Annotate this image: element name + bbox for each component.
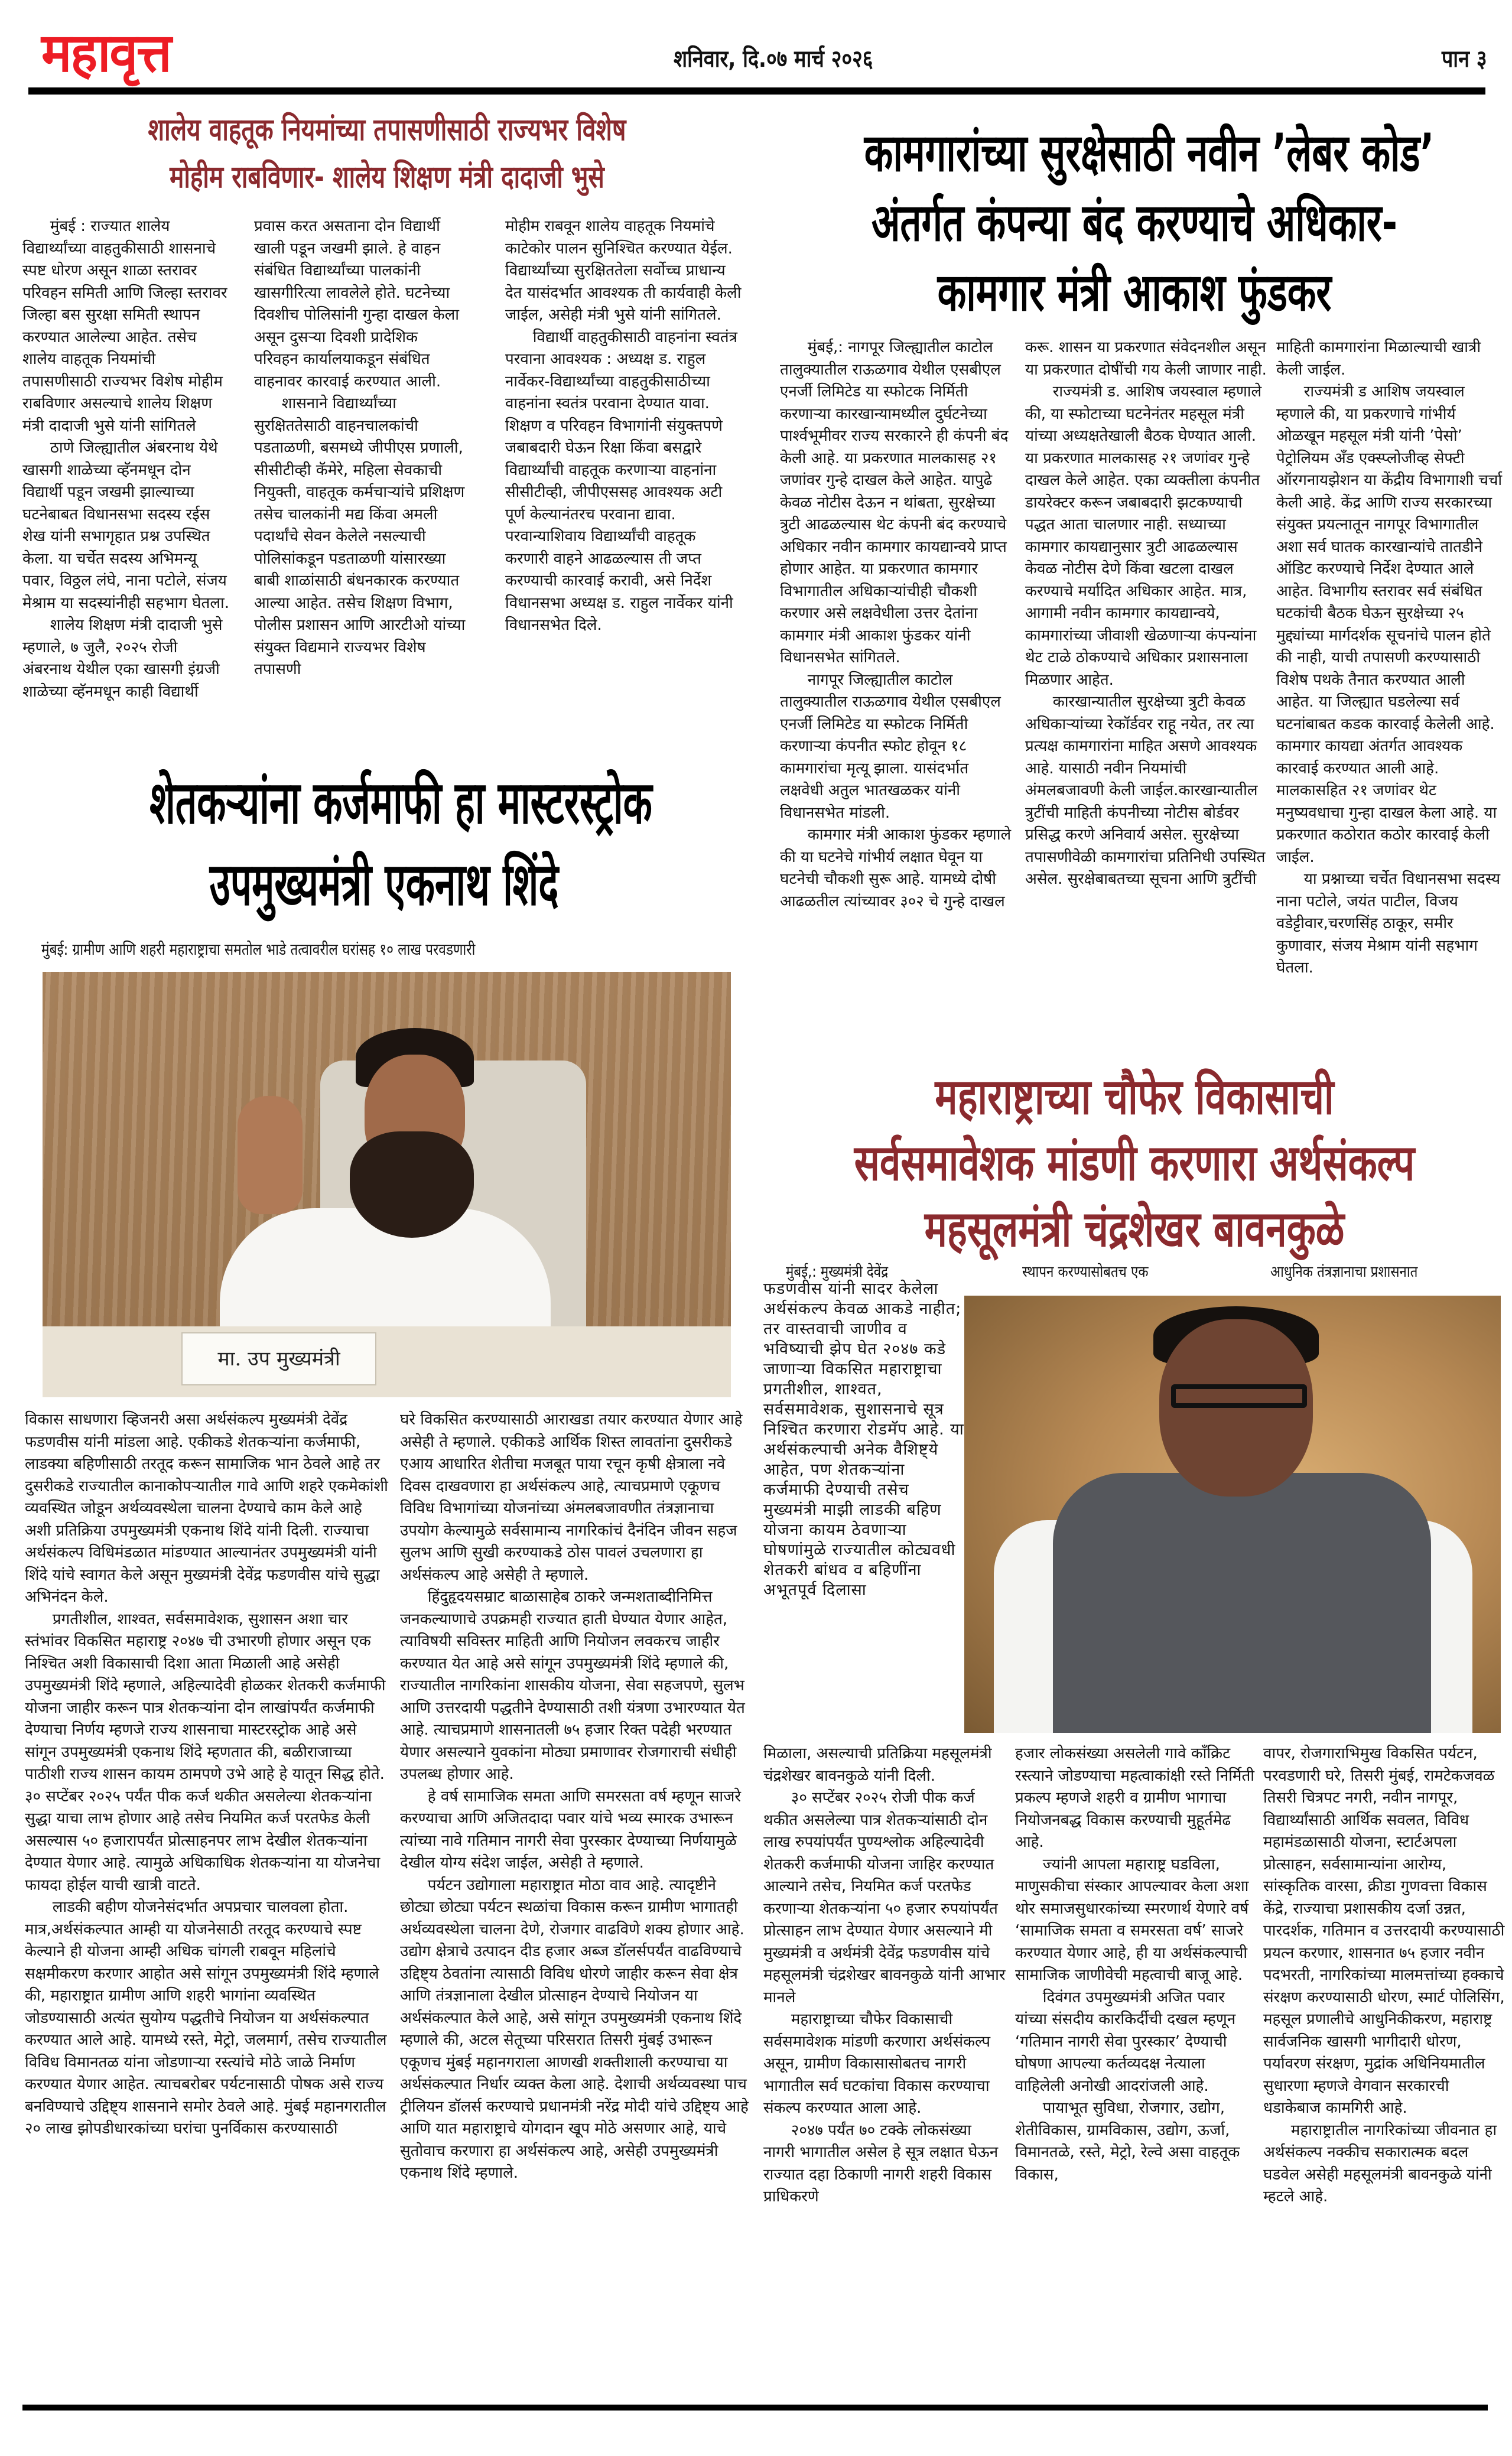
headline-line: महाराष्ट्राच्या चौफेर विकासाची	[935, 1068, 1334, 1125]
paragraph: विद्यार्थी वाहतुकीसाठी वाहनांना स्वतंत्र परवाना आवश्यक : अध्यक्ष ड. राहुल नार्वेकर-विद्यार्थ्यांच्या वाहतुकीसाठीच्या वाहनांना स्वतंत्र परवाना देण्यात यावा. शिक्षण व परिवहन विभागांनी संयुक्तपणे जबाबदारी घेऊन रिक्षा किंवा बसद्वारे विद्यार्थ्यांची वाहतूक करणाऱ्या वाहनांना सीसीटीव्ही, जीपीएससह आवश्यक अटी पूर्ण केल्यानंतरच परवाना द्यावा. परवान्याशिवाय विद्यार्थ्यांची वाहतूक करणारी वाहने आढळल्यास ती जप्त करण्याची कारवाई करावी, असे निर्देश विधानसभा अध्यक्ष ड. राहुल नार्वेकर यांनी विधानसभेत दिले.	[505, 328, 737, 634]
bawankule-col-2	[1015, 1743, 1257, 2186]
paragraph: ३० सप्टेंबर २०२५ रोजी पीक कर्ज थकीत असलेल्या पात्र शेतकऱ्यांसाठी दोन लाख रुपयांपर्यंत पुण्यश्लोक अहिल्यादेवी शेतकरी कर्जमाफी योजना जाहिर करण्यात आल्याने तसेच, नियमित कर्ज परतफेड करणाऱ्या शेतकऱ्यांना ५० हजार रुपयांपर्यंत प्रोत्साहन लाभ देण्यात येणार असल्याने मी मुख्यमंत्री व अर्थमंत्री देवेंद्र फडणवीस यांचे महसूलमंत्री चंद्रशेखर बावनकुळे यांनी आभार मानले	[763, 1789, 1006, 2006]
school-transport-col-1	[22, 216, 229, 703]
paragraph: शालेय शिक्षण मंत्री दादाजी भुसे म्हणाले, ७ जुलै, २०२५ रोजी अंबरनाथ येथील एका खासगी इंग्रजी शाळेच्या व्हॅनमधून काही विद्यार्थी	[22, 616, 223, 701]
labour-code-col-3	[1276, 337, 1507, 980]
labour-code-col-1	[780, 337, 1016, 913]
paragraph: मुंबई,: नागपूर जिल्ह्यातील काटोल तालुक्यातील राऊळगाव येथील एसबीएल एनर्जी लिमिटेड या स्फोटक निर्मिती करणाऱ्या कारखान्यामध्यील दुर्घटनेच्या पार्श्वभूमीवर राज्य सरकारने ही कंपनी बंद केली आहे. या प्रकरणात मालकासह २१ जणांवर गुन्हे दाखल केले आहेत. यापुढे केवळ नोटीस देऊन न थांबता, सुरक्षेच्या त्रुटी आढळल्यास थेट कंपनी बंद करण्याचे अधिकार नवीन कामगार कायद्यान्वये प्राप्त होणार आहेत. या प्रकरणात कामगार विभागातील अधिकाऱ्यांचीही चौकशी करणार असे लक्षवेधीला उत्तर देतांना कामगार मंत्री आकाश फुंडकर यांनी विधानसभेत सांगितले.	[780, 339, 1009, 666]
newspaper-logo: महावृत्त	[41, 22, 171, 84]
paragraph: लाडकी बहीण योजनेसंदर्भात अपप्रचार चालवला होता. मात्र,अर्थसंकल्पात आम्ही या योजनेसाठी तरतूद करण्याचे स्पष्ट केल्याने ही योजना आम्ही अधिक चांगली राबवून महिलांचे सक्षमीकरण करणार आहोत असे सांगून उपमुख्यमंत्री शिंदे म्हणाले की, महाराष्ट्रात ग्रामीण आणि शहरी भागांना व्यवस्थित जोडण्यासाठी अत्यंत सुयोग्य पद्धतीचे नियोजन या अर्थसंकल्पात करण्यात आले आहे. यामध्ये रस्ते, मेट्रो, जलमार्ग, तसेच राज्यातील विविध विमानतळ यांना जोडणाऱ्या रस्त्यांचे मोठे जाळे निर्माण करण्यात येणार आहेत. त्याचबरोबर पर्यटनासाठी पोषक असे राज्य बनविण्याचे उद्दिष्ट्य शासनाने समोर ठेवले आहे. मुंबई महानगरातील २० लाख झोपडीधारकांच्या घरांचा पुनर्विकास करण्यासाठी	[25, 1898, 387, 2138]
headline-line: कामगार मंत्री आकाश फुंडकर	[937, 262, 1332, 323]
school-transport-col-2	[254, 216, 467, 681]
bawankule-photo	[964, 1296, 1501, 1733]
photo-desk	[43, 1326, 731, 1397]
nameplate: मा. उप मुख्यमंत्री	[181, 1332, 376, 1385]
school-transport-headline	[24, 106, 750, 201]
paragraph: वापर, रोजगाराभिमुख विकसित पर्यटन, परवडणारी घरे, तिसरी मुंबई, रामटेकजवळ तिसरी चित्रपट नगरी, नवीन नागपूर, विद्यार्थ्यांसाठी आर्थिक सवलत, विविध महामंडळासाठी योजना, स्टार्टअपला प्रोत्साहन, सर्वसामान्यांना आरोग्य, सांस्कृतिक वारसा, क्रीडा गुणवत्ता विकास केंद्रे, राज्याचा प्रशासकीय दर्जा उन्नत, पारदर्शक, गतिमान व उत्तरदायी करण्यासाठी प्रयत्न करणार, शासनात ७५ हजार नवीन पदभरती, नागरिकांच्या मालमत्तांच्या हक्काचे संरक्षण करण्यासाठी धोरण, स्मार्ट पोलिसिंग, महसूल प्रणालीचे आधुनिकीकरण, महाराष्ट्र सार्वजनिक खासगी भागीदारी धोरण, पर्यावरण संरक्षण, मुद्रांक अधिनियमातील सुधारणा म्हणजे वेगवान सरकारची धडाकेबाज कामगिरी आहे.	[1263, 1745, 1505, 2117]
paragraph: ज्यांनी आपला महाराष्ट्र घडविला, माणुसकीचा संस्कार आपल्यावर केला अशा थोर समाजसुधारकांच्या स्मरणार्थ येणारे वर्ष ‘सामाजिक समता व समरसता वर्ष’ साजरे करण्यात येणार आहे, ही या अर्थसंकल्पाची सामाजिक जाणीवेची महत्वाची बाजू आहे.	[1015, 1855, 1249, 1984]
paragraph: प्रगतीशील, शाश्वत, सर्वसमावेशक, सुशासन अशा चार स्तंभांवर विकसित महाराष्ट्र २०४७ ची उभारणी होणार असून एक निश्चित अशी विकासाची दिशा आता मिळाली आहे असेही उपमुख्यमंत्री शिंदे म्हणाले, अहिल्यादेवी होळकर शेतकरी कर्जमाफी योजना जाहीर करून पात्र शेतकऱ्यांना दोन लाखांपर्यंत कर्जमाफी देण्याचा निर्णय म्हणजे राज्य शासनाचा मास्टरस्ट्रोक आहे असे सांगून उपमुख्यमंत्री एकनाथ शिंदे म्हणतात की, बळीराजाच्या पाठीशी राज्य शासन कायम ठामपणे उभे आहे हे यातून सिद्ध होते. ३० सप्टेंबर २०२५ पर्यंत पीक कर्ज थकीत असलेल्या शेतकऱ्यांना सुद्धा याचा लाभ होणार आहे तसेच नियमित कर्ज परतफेड केली असल्यास ५० हजारापर्यंत प्रोत्साहनपर लाभ देखील शेतकऱ्यांना देण्यात येणार आहे. त्यामुळे अधिकाधिक शेतकऱ्यांना या योजनेचा फायदा होईल याची खात्री वाटते.	[25, 1610, 386, 1894]
paragraph: नागपूर जिल्ह्यातील काटोल तालुक्यातील राऊळगाव येथील एसबीएल एनर्जी लिमिटेड या स्फोटक निर्मिती करणाऱ्या कंपनीत स्फोट होवून १८ कामगारांचा मृत्यू झाला. यासंदर्भात लक्षवेधी अतुल भातखळकर यांनी विधानसभेत मांडली.	[780, 671, 1001, 822]
shinde-photo	[43, 972, 731, 1397]
paragraph: मिळाला, असल्याची प्रतिक्रिया महसूलमंत्री चंद्रशेखर बावनकुळे यांनी दिली.	[763, 1745, 992, 1785]
headline-line: शालेय वाहतूक नियमांच्या तपासणीसाठी राज्यभर विशेष	[148, 112, 626, 148]
headline-line: उपमुख्यमंत्री एकनाथ शिंदे	[209, 850, 559, 919]
paragraph: ठाणे जिल्ह्यातील अंबरनाथ येथे खासगी शाळेच्या व्हॅनमधून दोन विद्यार्थी पडून जखमी झाल्याच्या घटनेबाबत विधानसभा सदस्य रईस शेख यांनी सभागृहात प्रश्न उपस्थित केला. या चर्चेत सदस्य अभिमन्यू पवार, विठ्ठल लंघे, नाना पटोले, संजय मेश्राम या सदस्यांनीही सहभाग घेतला.	[22, 439, 229, 612]
photo-hand	[238, 1096, 303, 1214]
paragraph: २०४७ पर्यंत ७० टक्के लोकसंख्या नागरी भागातील असेल हे सूत्र लक्षात घेऊन राज्यात दहा ठिकाणी नागरी शहरी विकास प्राधिकरणे	[763, 2121, 999, 2205]
headline-line: सर्वसमावेशक मांडणी करणारा अर्थसंकल्प	[854, 1134, 1415, 1192]
photo-beard	[350, 1131, 474, 1238]
photo-vest	[1053, 1473, 1431, 1733]
headline-line: कामगारांच्या सुरक्षेसाठी नवीन ’लेबर कोड’	[864, 122, 1435, 183]
page-number: पान ३	[1442, 45, 1487, 73]
top-row-text-2: स्थापन करण्यासोबतच एक	[1022, 1263, 1149, 1281]
paragraph: राज्यमंत्री ड. आशिष जयस्वाल म्हणाले की, या स्फोटाच्या घटनेनंतर महसूल मंत्री यांच्या अध्यक्षतेखाली बैठक घेण्यात आली. या प्रकरणात मालकासह २१ जणांवर गुन्हे दाखल केले आहेत. एका व्यक्तीला कंपनीत डायरेक्टर करून जबाबदारी झटकण्याची पद्धत आता चालणार नाही. सध्याच्या कामगार कायद्यानुसार त्रुटी आढळल्यास केवळ नोटीस देणे किंवा खटला दाखल करण्याचे मर्यादित अधिकार आहेत. मात्र, आगामी नवीन कामगार कायद्यान्वये, कामगारांच्या जीवाशी खेळणाऱ्या कंपन्यांना थेट टाळे ठोकण्याचे अधिकार प्रशासनाला मिळणार आहेत.	[1025, 383, 1262, 689]
shinde-col-1	[25, 1409, 391, 2141]
photo-glasses	[1171, 1384, 1307, 1408]
paragraph: विकास साधणारा व्हिजनरी असा अर्थसंकल्प मुख्यमंत्री देवेंद्र फडणवीस यांनी मांडला आहे. एकीकडे शेतकऱ्यांना कर्जमाफी, लाडक्या बहिणीसाठी तरतूद करून सामाजिक भान ठेवले आहे तर दुसरीकडे राज्यातील कानाकोपऱ्यातील गावे आणि शहरे एकमेकांशी व्यवस्थित जोडून अर्थव्यवस्थेला चालना देण्याचे काम केले आहे अशी प्रतिक्रिया उपमुख्यमंत्री एकनाथ शिंदे यांनी दिली. राज्याचा अर्थसंकल्प विधिमंडळात मांडण्यात आल्यानंतर उपमुख्यमंत्री यांनी शिंदे यांचे स्वागत केले असून मुख्यमंत्री देवेंद्र फडणवीस यांचे सुद्धा अभिनंदन केले.	[25, 1411, 388, 1606]
shinde-col-2	[400, 1409, 755, 2185]
issue-date: शनिवार, दि.०७ मार्च २०२६	[674, 45, 873, 73]
paragraph: कामगार मंत्री आकाश फुंडकर म्हणाले की या घटनेचे गांभीर्य लक्षात घेवून या घटनेची चौकशी सुरू आहे. यामध्ये दोषी आढळतील त्यांच्यावर ३०२ चे गुन्हे दाखल	[780, 826, 1012, 910]
paragraph: घरे विकसित करण्यासाठी आराखडा तयार करण्यात येणार आहे असेही ते म्हणाले. एकीकडे आर्थिक शिस्त लावतांना दुसरीकडे एआय आधारित शेतीचा मजबूत पाया रचून कृषी क्षेत्राला नवे दिवस दाखवणारा हा अर्थसंकल्प आहे, त्याचप्रमाणे एकूणच विविध विभागांच्या योजनांच्या अंमलबजावणीत तंत्रज्ञानाचा उपयोग केल्यामुळे सर्वसामान्य नागरिकांचं दैनंदिन जीवन सहज सुलभ आणि सुखी करण्याकडे ठोस पावलं उचलणारा हा अर्थसंकल्प आहे असेही ते म्हणाले.	[400, 1411, 743, 1584]
headline-line: महसूलमंत्री चंद्रशेखर बावनकुळे	[924, 1200, 1345, 1258]
shinde-subline: मुंबई: ग्रामीण आणि शहरी महाराष्ट्राचा समतोल भाडे तत्वावरील घरांसह १० लाख परवडणारी	[41, 941, 476, 959]
top-row-text-1: मुंबई,: मुख्यमंत्री देवेंद्र	[786, 1263, 889, 1281]
headline-line: अंतर्गत कंपन्या बंद करण्याचे अधिकार-	[871, 192, 1397, 253]
headline-line: शेतकऱ्यांना कर्जमाफी हा मास्टरस्ट्रोक	[149, 768, 652, 837]
paragraph: हजार लोकसंख्या असलेली गावे काँक्रिट रस्त्याने जोडण्याचा महत्वाकांक्षी रस्ते निर्मिती प्रकल्प म्हणजे शहरी व ग्रामीण भागाचा नियोजनबद्ध विकास करण्याची मुहूर्तमेढ आहे.	[1015, 1745, 1255, 1851]
footer-rule	[22, 2405, 1488, 2411]
bawankule-side-col	[763, 1279, 964, 1601]
paragraph: या प्रश्नाच्या चर्चेत विधानसभा सदस्य नाना पटोले, जयंत पाटील, विजय वडेट्टीवार,चरणसिंह ठाकूर, समीर कुणावार, संजय मेश्राम यांनी सहभाग घेतला.	[1276, 870, 1501, 977]
paragraph: करू. शासन या प्रकरणात संवेदनशील असून या प्रकरणात दोषींची गय केली जाणार नाही.	[1025, 339, 1267, 379]
paragraph: मुंबई : राज्यात शालेय विद्यार्थ्यांच्या वाहतुकीसाठी शासनाचे स्पष्ट धोरण असून शाळा स्तरावर परिवहन समिती आणि जिल्हा स्तरावर जिल्हा बस सुरक्षा समिती स्थापन करण्यात आलेल्या आहेत. तसेच शालेय वाहतूक नियमांची तपासणीसाठी राज्यभर विशेष मोहीम राबविणार असल्याचे शालेय शिक्षण मंत्री दादाजी भुसे यांनी सांगितले	[22, 217, 227, 435]
bawankule-col-3	[1263, 1743, 1506, 2208]
paragraph: राज्यमंत्री ड आशिष जयस्वाल म्हणाले की, या प्रकरणाचे गांभीर्य ओळखून महसूल मंत्री यांनी ’पेसो’ पेट्रोलियम अँड एक्स्प्लोजीव्ह सेफ्टी ऑरगनायझेशन या केंद्रीय विभागाशी चर्चा केली आहे. केंद्र आणि राज्य सरकारच्या संयुक्त प्रयत्नातून नागपूर विभागातील अशा सर्व घातक कारखान्यांचे तातडीने ऑडिट करण्याचे निर्देश देण्यात आले आहेत. विभागीय स्तरावर सर्व संबंधित घटकांची बैठक घेऊन सुरक्षेच्या २५ मुद्द्यांच्या मार्गदर्शक सूचनांचे पालन होते की नाही, याची तपासणी करण्यासाठी विशेष पथके तैनात करण्यात आली आहेत. या जिल्ह्यात घडलेल्या सर्व घटनांबाबत कडक कारवाई केलेली आहे. कामगार कायद्या अंतर्गत आवश्यक कारवाई करण्यात आली आहे. मालकासहित २१ जणांवर थेट मनुष्यवधाचा गुन्हा दाखल केला आहे. या प्रकरणात कठोरात कठोर कारवाई केली जाईल.	[1276, 383, 1503, 866]
shinde-headline	[18, 762, 750, 925]
school-transport-col-3	[505, 216, 742, 637]
masthead-rule	[28, 87, 1485, 95]
paragraph: कारखान्यातील सुरक्षेच्या त्रुटी केवळ अधिकाऱ्यांच्या रेकॉर्डवर राहू नयेत, तर त्या प्रत्यक्ष कामगारांना माहित असणे आवश्यक आहे. यासाठी नवीन नियमांची अंमलबजावणी केली जाईल.कारखान्यातील त्रुटींची माहिती कंपनीच्या नोटीस बोर्डवर प्रसिद्ध करणे अनिवार्य असेल. सुरक्षेच्या तपासणीवेळी कामगारांचा प्रतिनिधी उपस्थित असेल. सुरक्षेबाबतच्या सूचना आणि त्रुटींची	[1025, 693, 1266, 888]
paragraph: महाराष्ट्रातील नागरिकांच्या जीवनात हा अर्थसंकल्प नक्कीच सकारात्मक बदल घडवेल असेही महसूलमंत्री बावनकुळे यांनी म्हटले आहे.	[1263, 2121, 1497, 2205]
labour-code-headline	[759, 118, 1510, 327]
paragraph: फडणवीस यांनी सादर केलेला अर्थसंकल्प केवळ आकडे नाहीत; तर वास्तवाची जाणीव व भविष्याची झेप घेत २०४७ कडे जाणाऱ्या विकसित महाराष्ट्राचा प्रगतीशील, शाश्वत, सर्वसमावेशक, सुशासनाचे सूत्र निश्चित करणारा रोडमॅप आहे. या अर्थसंकल्पाची अनेक वैशिष्ट्ये आहेत, पण शेतकऱ्यांना कर्जमाफी देण्याची तसेच मुख्यमंत्री माझी लाडकी बहिण योजना कायम ठेवणाऱ्या घोषणांमुळे राज्यातील कोट्यवधी शेतकरी बांधव व बहिणींना अभूतपूर्व दिलासा	[763, 1280, 964, 1599]
top-row-text-3: आधुनिक तंत्रज्ञानाचा प्रशासनात	[1270, 1263, 1418, 1281]
paragraph: दिवंगत उपमुख्यमंत्री अजित पवार यांच्या संसदीय कारकिर्दीची दखल म्हणून ‘गतिमान नागरी सेवा पुरस्कार’ देण्याची घोषणा आपल्या कर्तव्यदक्ष नेत्याला वाहिलेली अनोखी आदरांजली आहे.	[1015, 1988, 1236, 2095]
paragraph: प्रवास करत असताना दोन विद्यार्थी खाली पडून जखमी झाले. हे वाहन संबंधित विद्यार्थ्यांच्या पालकांनी खासगीरित्या लावलेले होते. घटनेच्या दिवशीच पोलिसांनी गुन्हा दाखल केला असून दुसऱ्या दिवशी प्रादेशिक परिवहन कार्यालयाकडून संबंधित वाहनावर कारवाई करण्यात आली.	[254, 217, 460, 391]
paragraph: पर्यटन उद्योगाला महाराष्ट्रात मोठा वाव आहे. त्यादृष्टीने छोट्या छोट्या पर्यटन स्थळांचा विकास करून ग्रामीण भागातही अर्थव्यवस्थेला चालना देणे, रोजगार वाढविणे शक्य होणार आहे. उद्योग क्षेत्राचे उत्पादन दीड हजार अब्ज डॉलर्सपर्यंत वाढविण्याचे उद्दिष्ट्य ठेवतांना त्यासाठी विविध धोरणे जाहीर करून सेवा क्षेत्र आणि तंत्रज्ञानाला देखील प्रोत्साहन देण्याचे नियोजन या अर्थसंकल्पात केले आहे, असे सांगून उपमुख्यमंत्री एकनाथ शिंदे म्हणाले की, अटल सेतूच्या परिसरात तिसरी मुंबई उभारून एकूणच मुंबई महानगराला आणखी शक्तीशाली करण्याचा या अर्थसंकल्पात निर्धार व्यक्त केला आहे. देशाची अर्थव्यवस्था पाच ट्रीलियन डॉलर्स करण्याचे प्रधानमंत्री नरेंद्र मोदी यांचे उद्दिष्ट्य आहे आणि यात महाराष्ट्राचे योगदान खूप मोठे असणार आहे, याचे सुतोवाच करणारा हा अर्थसंकल्प आहे, असेही उपमुख्यमंत्री एकनाथ शिंदे म्हणाले.	[400, 1876, 749, 2182]
paragraph: हे वर्ष सामाजिक समता आणि समरसता वर्ष म्हणून साजरे करण्याचा आणि अजितदादा पवार यांचे भव्य स्मारक उभारून त्यांच्या नावे गतिमान नागरी सेवा पुरस्कार देण्याच्या निर्णयामुळे देखील योग्य संदेश जाईल, असेही ते म्हणाले.	[400, 1787, 742, 1872]
bawankule-headline	[759, 1063, 1510, 1262]
paragraph: मोहीम राबवून शालेय वाहतूक नियमांचे काटेकोर पालन सुनिश्चित करण्यात येईल. विद्यार्थ्यांच्या सुरक्षिततेला सर्वोच्च प्राधान्य देत यासंदर्भात आवश्यक ती कार्यवाही केली जाईल, असेही मंत्री भुसे यांनी सांगितले.	[505, 217, 742, 324]
labour-code-col-2	[1025, 337, 1267, 891]
paragraph: शासनाने विद्यार्थ्यांच्या सुरक्षिततेसाठी वाहनचालकांची पडताळणी, बसमध्ये जीपीएस प्रणाली, सीसीटीव्ही कॅमेरे, महिला सेवकाची नियुक्ती, वाहतूक कर्मचाऱ्यांचे प्रशिक्षण तसेच चालकांनी मद्य किंवा अमली पदार्थांचे सेवन केलेले नसल्याची पोलिसांकडून पडताळणी यांसारख्या बाबी शाळांसाठी बंधनकारक करण्यात आल्या आहेत. तसेच शिक्षण विभाग, पोलीस प्रशासन आणि आरटीओ यांच्या संयुक्त विद्यमाने राज्यभर विशेष तपासणी	[254, 395, 466, 678]
paragraph: पायाभूत सुविधा, रोजगार, उद्योग, शेतीविकास, ग्रामविकास, उद्योग, ऊर्जा, विमानतळे, रस्ते, मेट्रो, रेल्वे असा वाहतूक विकास,	[1015, 2099, 1240, 2184]
paragraph: माहिती कामगारांना मिळाल्याची खात्री केली जाईल.	[1276, 339, 1481, 379]
paragraph: महाराष्ट्राच्या चौफेर विकासाची सर्वसमावेशक मांडणी करणारा अर्थसंकल्प असून, ग्रामीण विकासासोबतच नागरी भागातील सर्व घटकांचा विकास करण्याचा संकल्प करण्यात आला आहे.	[763, 2011, 990, 2117]
headline-line: मोहीम राबविणार- शालेय शिक्षण मंत्री दादाजी भुसे	[170, 160, 604, 195]
paragraph: हिंदुहृदयसम्राट बाळासाहेब ठाकरे जन्मशताब्दीनिमित्त जनकल्याणाचे उपक्रमही राज्यात हाती घेण्यात येणार आहेत, त्याविषयी सविस्तर माहिती आणि नियोजन लवकरच जाहीर करण्यात येत आहे असे सांगून उपमुख्यमंत्री शिंदे म्हणाले की, राज्यातील नागरिकांना शासकीय योजना, सेवा सहजपणे, सुलभ आणि उत्तरदायी पद्धतीने देण्यासाठी तशी यंत्रणा उभारण्यात येत आहे. त्याचप्रमाणे शासनातली ७५ हजार रिक्त पदेही भरण्यात येणार असल्याने युवकांना मोठ्या प्रमाणावर रोजगाराची संधीही उपलब्ध होणार आहे.	[400, 1588, 745, 1783]
bawankule-col-1	[763, 1743, 1006, 2208]
photo-face	[1159, 1319, 1313, 1497]
